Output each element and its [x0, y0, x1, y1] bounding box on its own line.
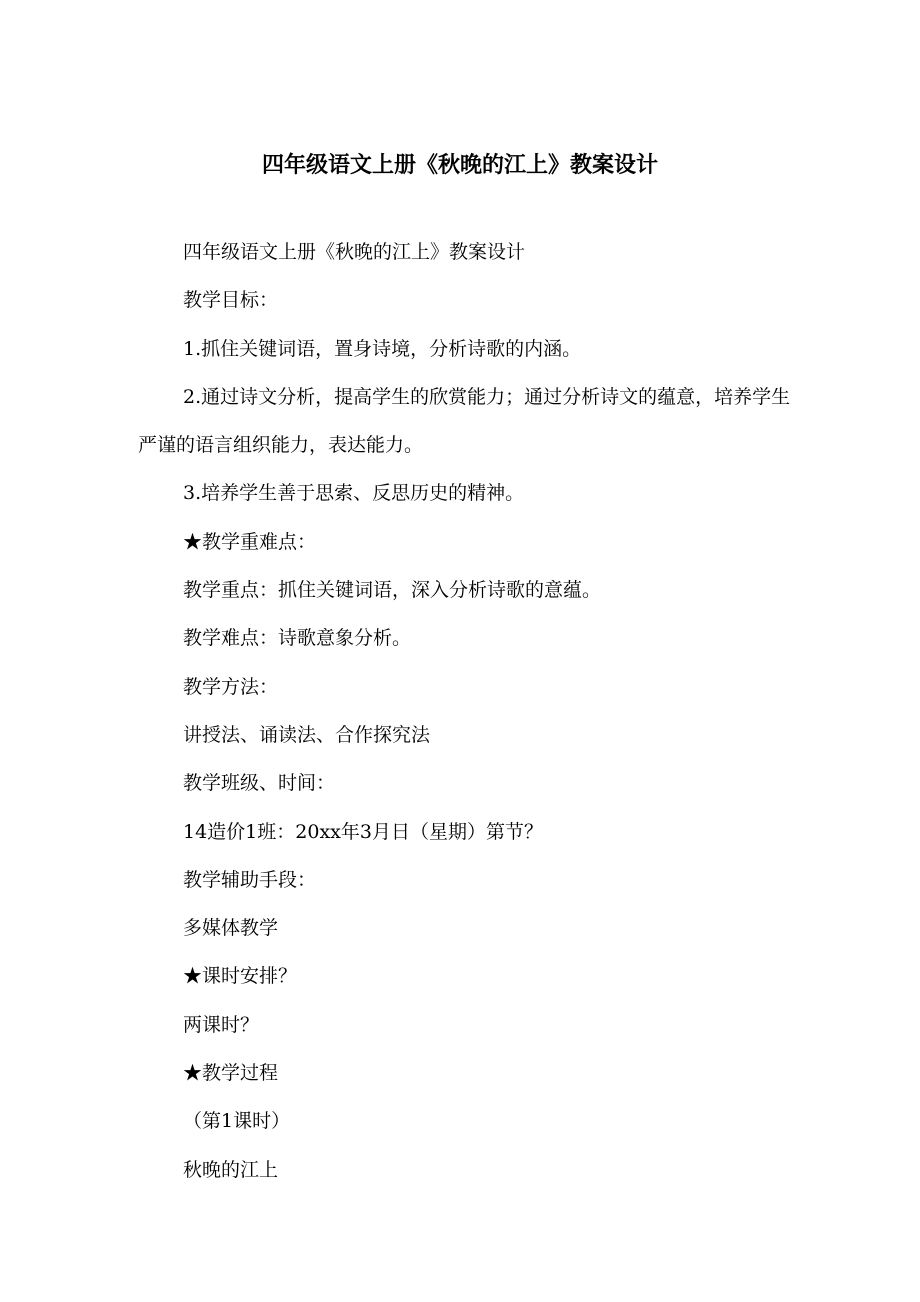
- paragraph-objective-2: 2.通过诗文分析，提高学生的欣赏能力；通过分析诗文的蕴意，培养学生严谨的语言组织能力，表达能力。: [138, 385, 791, 457]
- paragraph-objective-1: 1.抓住关键词语，置身诗境，分析诗歌的内涵。: [183, 337, 582, 360]
- document-title: 四年级语文上册《秋晚的江上》教案设计: [261, 153, 658, 178]
- paragraph-difficult-point: 教学难点：诗歌意象分析。: [183, 627, 412, 650]
- paragraph-process-heading: ★教学过程: [183, 1062, 279, 1085]
- paragraph-schedule: 两课时？: [183, 1013, 260, 1036]
- paragraph-methods: 讲授法、诵读法、合作探究法: [183, 723, 431, 746]
- paragraph-methods-heading: 教学方法：: [183, 675, 279, 698]
- paragraph-class-time-heading: 教学班级、时间：: [183, 772, 336, 795]
- paragraph-class-time: 14造价1班：20xx年3月日（星期）第节？: [183, 820, 543, 843]
- paragraph-key-point: 教学重点：抓住关键词语，深入分析诗歌的意蕴。: [183, 579, 602, 602]
- paragraph-poem-title: 秋晚的江上: [183, 1158, 279, 1181]
- paragraph-aids-heading: 教学辅助手段：: [183, 868, 317, 891]
- paragraph-subtitle: 四年级语文上册《秋晚的江上》教案设计: [183, 241, 526, 263]
- paragraph-key-difficult-heading: ★教学重难点：: [183, 530, 317, 553]
- paragraph-lesson-1: （第1课时）: [183, 1110, 291, 1133]
- paragraph-schedule-heading: ★课时安排？: [183, 965, 298, 988]
- paragraph-aids: 多媒体教学: [183, 917, 279, 940]
- paragraph-objectives-heading: 教学目标：: [183, 289, 279, 312]
- document-body: [138, 228, 808, 1194]
- paragraph-objective-3: 3.培养学生善于思索、反思历史的精神。: [183, 482, 525, 505]
